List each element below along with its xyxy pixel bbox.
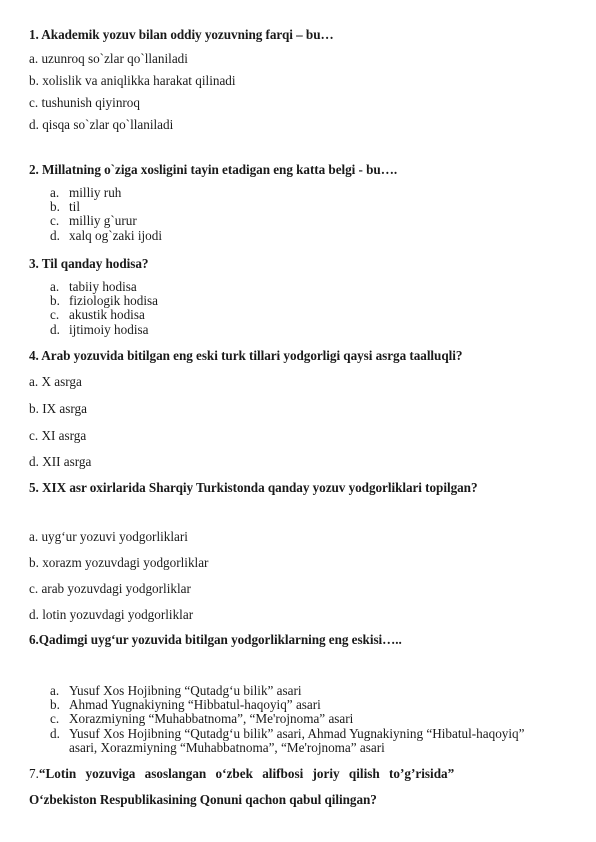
question-5-option-d: d. lotin yozuvdagi yodgorliklar: [29, 607, 194, 622]
question-2-option-c: c. milliy g`urur: [50, 213, 137, 229]
question-5-title: 5. XIX asr oxirlarida Sharqiy Turkistonda qanday yozuv yodgorliklari topilgan?: [29, 480, 478, 495]
question-1-option-a: a. uzunroq so`zlar qo`llaniladi: [29, 51, 188, 66]
question-2-title: 2. Millatning o`ziga xosligini tayin etadigan eng katta belgi - bu….: [29, 162, 398, 177]
question-2-options: [50, 186, 162, 243]
question-6-option-b: b. Ahmad Yugnakiyning “Hibbatul-haqoyiq” asari: [50, 697, 321, 713]
question-7-number: 7.: [29, 766, 39, 781]
question-6-options: [50, 684, 539, 755]
question-6-title: 6.Qadimgi uyg‘ur yozuvida bitilgan yodgorliklarning eng eskisi…..: [29, 632, 402, 647]
question-7-title-line2: O‘zbekiston Respublikasining Qonuni qachon qabul qilingan?: [29, 792, 377, 807]
question-7-title: [29, 766, 454, 782]
question-1-option-b: b. xolislik va aniqlikka harakat qilinadi: [29, 73, 236, 88]
question-4-option-c: c. XI asrga: [29, 428, 87, 443]
question-2-option-d: d. xalq og`zaki ijodi: [50, 227, 163, 243]
question-5-option-c: c. arab yozuvdagi yodgorliklar: [29, 581, 191, 596]
question-4-title: 4. Arab yozuvida bitilgan eng eski turk tillari yodgorligi qaysi asrga taalluqli?: [29, 348, 463, 363]
question-5-option-a: a. uyg‘ur yozuvi yodgorliklari: [29, 529, 188, 544]
question-4-option-a: a. X asrga: [29, 374, 82, 389]
question-1-option-d: d. qisqa so`zlar qo`llaniladi: [29, 117, 174, 132]
question-2-option-a: a. milliy ruh: [50, 185, 122, 200]
question-6-option-c: c. Xorazmiyning “Muhabbatnoma”, “Me'rojnoma” asari: [50, 711, 354, 727]
question-6-option-a: a. Yusuf Xos Hojibning “Qutadg‘u bilik” asari: [50, 683, 302, 698]
question-3-option-c: c. akustik hodisa: [50, 307, 145, 323]
question-4-option-b: b. IX asrga: [29, 401, 87, 416]
question-6-option-d: d. Yusuf Xos Hojibning “Qutadg‘u bilik” asari, Ahmad Yugnakiyning “Hibatul-haqoyiq” asari, Xorazmiyning “Muhabbatnoma”, “Me'rojnoma” asari: [50, 725, 525, 755]
question-1-option-c: c. tushunish qiyinroq: [29, 95, 140, 110]
question-3-option-a: a. tabiiy hodisa: [50, 279, 137, 294]
question-2-option-b: b. til: [50, 199, 80, 215]
question-3-title: 3. Til qanday hodisa?: [29, 256, 149, 271]
question-3-option-d: d. ijtimoiy hodisa: [50, 321, 149, 337]
question-5-option-b: b. xorazm yozuvdagi yodgorliklar: [29, 555, 209, 570]
question-3-option-b: b. fiziologik hodisa: [50, 293, 159, 309]
question-3-options: [50, 280, 158, 337]
question-7-title-line1: “Lotin yozuviga asoslangan o‘zbek alifbosi joriy qilish to’g’risida”: [38, 766, 455, 781]
question-1-title: 1. Akademik yozuv bilan oddiy yozuvning farqi – bu…: [29, 27, 334, 42]
question-4-option-d: d. XII asrga: [29, 454, 92, 469]
